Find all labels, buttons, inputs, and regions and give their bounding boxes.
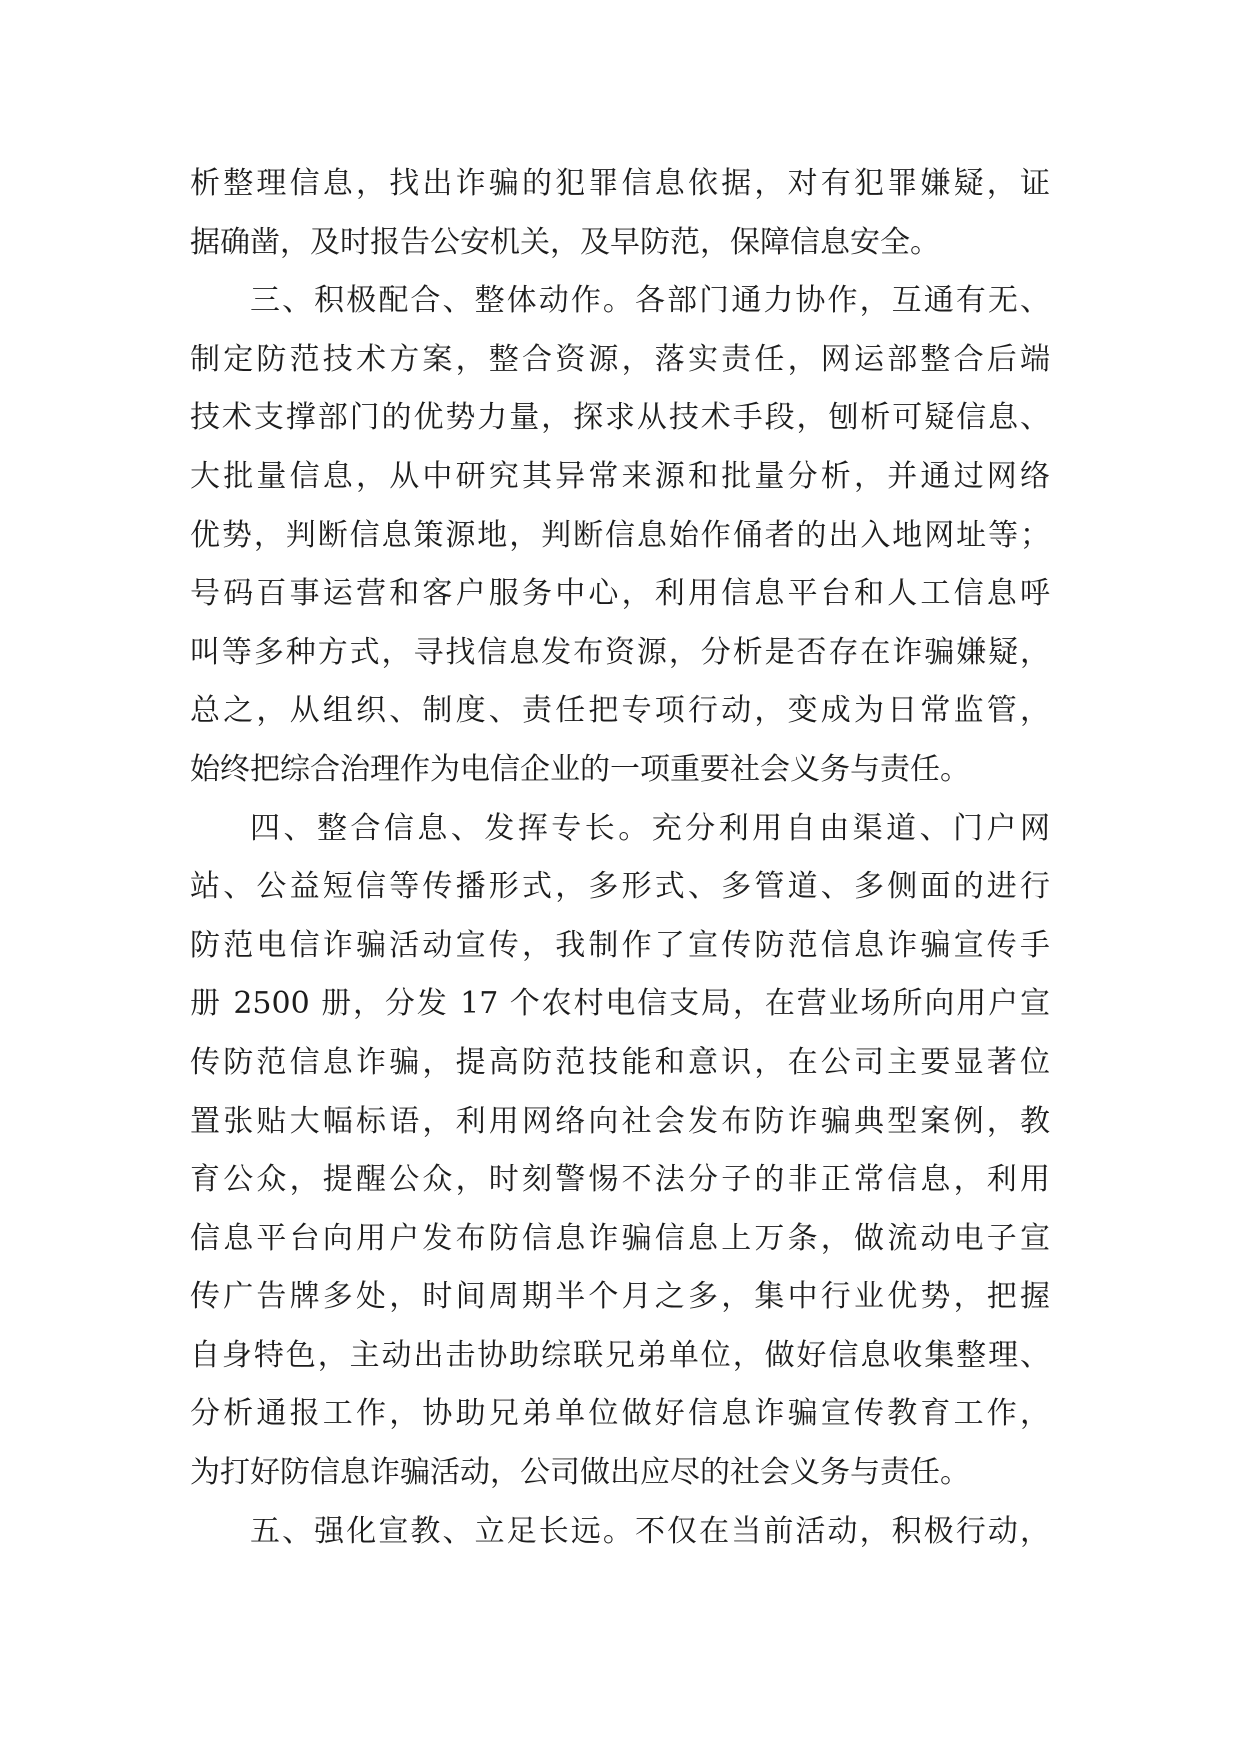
text-line: 册 2500 册，分发 17 个农村电信支局，在营业场所向用户宣	[190, 986, 1050, 1022]
text-line: 自身特色，主动出击协助综联兄弟单位，做好信息收集整理、	[190, 1337, 1050, 1373]
text-line: 始终把综合治理作为电信企业的一项重要社会义务与责任。	[190, 751, 970, 787]
text-line: 五、强化宣教、立足长远。不仅在当前活动，积极行动，	[250, 1513, 1050, 1549]
text-line: 叫等多种方式，寻找信息发布资源，分析是否存在诈骗嫌疑，	[190, 634, 1050, 670]
text-line: 为打好防信息诈骗活动，公司做出应尽的社会义务与责任。	[190, 1455, 970, 1491]
text-line: 制定防范技术方案，整合资源，落实责任，网运部整合后端	[190, 341, 1050, 377]
text-line: 站、公益短信等传播形式，多形式、多管道、多侧面的进行	[190, 869, 1050, 905]
text-line: 信息平台向用户发布防信息诈骗信息上万条，做流动电子宣	[190, 1220, 1050, 1256]
text-line: 四、整合信息、发挥专长。充分利用自由渠道、门户网	[250, 810, 1050, 846]
text-line: 优势，判断信息策源地，判断信息始作俑者的出入地网址等；	[190, 517, 1050, 553]
text-line: 三、积极配合、整体动作。各部门通力协作，互通有无、	[250, 283, 1050, 319]
text-line: 防范电信诈骗活动宣传，我制作了宣传防范信息诈骗宣传手	[190, 927, 1050, 963]
text-line: 总之，从组织、制度、责任把专项行动，变成为日常监管，	[190, 693, 1050, 729]
text-line: 置张贴大幅标语，利用网络向社会发布防诈骗典型案例，教	[190, 1103, 1050, 1139]
text-line: 大批量信息，从中研究其异常来源和批量分析，并通过网络	[190, 458, 1050, 494]
text-line: 传防范信息诈骗，提高防范技能和意识，在公司主要显著位	[190, 1044, 1050, 1080]
document-body	[190, 155, 1050, 1561]
text-line: 号码百事运营和客户服务中心，利用信息平台和人工信息呼	[190, 576, 1050, 612]
text-line: 技术支撑部门的优势力量，探求从技术手段，刨析可疑信息、	[190, 400, 1050, 436]
text-line: 育公众，提醒公众，时刻警惕不法分子的非正常信息，利用	[190, 1162, 1050, 1198]
text-line: 据确凿，及时报告公安机关，及早防范，保障信息安全。	[190, 224, 940, 260]
text-line: 传广告牌多处，时间周期半个月之多，集中行业优势，把握	[190, 1279, 1050, 1315]
text-line: 分析通报工作，协助兄弟单位做好信息诈骗宣传教育工作，	[190, 1396, 1050, 1432]
text-line: 析整理信息，找出诈骗的犯罪信息依据，对有犯罪嫌疑，证	[190, 166, 1050, 201]
